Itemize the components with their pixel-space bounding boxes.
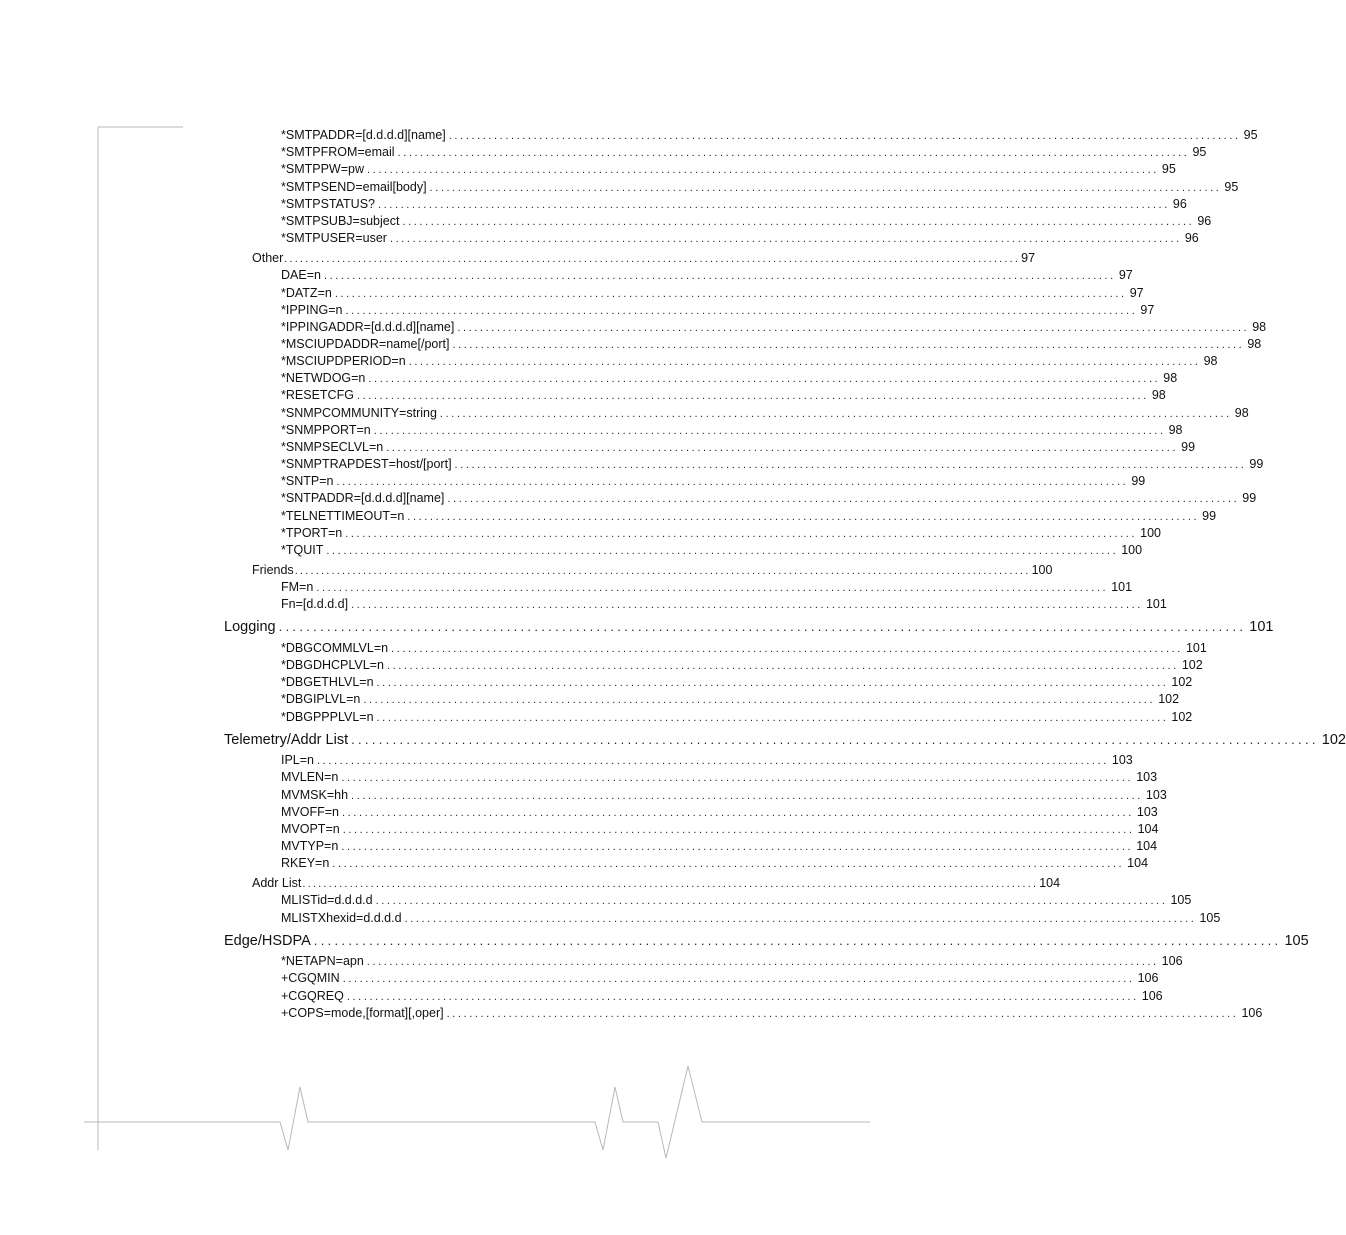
toc-entry[interactable] xyxy=(281,128,1258,145)
toc-entry-page-number: 106 xyxy=(1161,954,1183,968)
toc-dot-leader: ............................................................................................................................................ xyxy=(342,824,1135,836)
toc-subsection-entry[interactable] xyxy=(252,251,1036,268)
toc-entry[interactable] xyxy=(281,491,1257,508)
toc-dot-leader: ............................................................................................................................................ xyxy=(376,677,1169,689)
toc-entry[interactable] xyxy=(281,893,1192,910)
toc-entry-page-number: 105 xyxy=(1199,911,1221,925)
toc-entry[interactable] xyxy=(281,423,1183,440)
toc-dot-leader: ............................................................................................................................................ xyxy=(363,694,1156,706)
toc-entry[interactable] xyxy=(281,354,1218,371)
toc-dot-leader: ............................................................................................................................................ xyxy=(404,913,1197,925)
toc-dot-leader: ............................................................................................................................................ xyxy=(429,182,1222,194)
toc-dot-leader: ............................................................................................................................................ xyxy=(336,476,1129,488)
toc-entry-title: DAE=n xyxy=(281,268,321,282)
toc-entry-title: *NETAPN=apn xyxy=(281,954,364,968)
toc-entry[interactable] xyxy=(281,971,1159,988)
toc-dot-leader: ............................................................................................................................................ xyxy=(454,459,1247,471)
toc-section-entry[interactable] xyxy=(224,732,1346,752)
toc-entry-page-number: 99 xyxy=(1202,509,1217,523)
toc-dot-leader: ............................................................................................................................................ xyxy=(386,660,1179,672)
toc-entry[interactable] xyxy=(281,805,1158,822)
toc-entry[interactable] xyxy=(281,162,1176,179)
toc-entry-title: Telemetry/Addr List xyxy=(224,732,349,748)
toc-entry-title: *DBGPPPLVL=n xyxy=(281,710,374,724)
toc-dot-leader: ............................................................................................................................................ xyxy=(439,408,1232,420)
toc-entry-title: *IPPINGADDR=[d.d.d.d][name] xyxy=(281,320,455,334)
toc-entry-page-number: 98 xyxy=(1151,388,1166,402)
toc-dot-leader: ............................................................................................................................................ xyxy=(351,790,1143,802)
toc-entry-page-number: 97 xyxy=(1118,268,1133,282)
toc-entry[interactable] xyxy=(281,440,1196,457)
toc-entry[interactable] xyxy=(281,641,1207,658)
toc-entry-page-number: 104 xyxy=(1137,822,1159,836)
toc-entry-page-number: 96 xyxy=(1184,231,1199,245)
toc-entry-page-number: 99 xyxy=(1242,491,1257,505)
toc-entry-page-number: 106 xyxy=(1241,1006,1263,1020)
toc-entry[interactable] xyxy=(281,197,1187,214)
toc-entry-page-number: 100 xyxy=(1031,563,1053,577)
toc-entry-page-number: 104 xyxy=(1127,856,1149,870)
toc-entry-page-number: 100 xyxy=(1121,543,1143,557)
toc-entry-page-number: 98 xyxy=(1203,354,1218,368)
toc-entry-title: MVOPT=n xyxy=(281,822,340,836)
toc-entry-title: *SNMPTRAPDEST=host/[port] xyxy=(281,457,452,471)
toc-dot-leader: ............................................................................................................................................ xyxy=(345,528,1138,540)
toc-entry-title: Other xyxy=(252,251,284,265)
toc-entry-page-number: 102 xyxy=(1181,658,1203,672)
toc-entry-page-number: 95 xyxy=(1224,180,1239,194)
toc-entry-title: Addr List xyxy=(252,876,302,890)
toc-entry-title: *SNTPADDR=[d.d.d.d][name] xyxy=(281,491,445,505)
toc-dot-leader: ............................................................................................................................................ xyxy=(408,356,1201,368)
toc-dot-leader: ............................................................................................................................................ xyxy=(326,545,1119,557)
toc-dot-leader: ............................................................................................................................................ xyxy=(389,233,1182,245)
toc-entry-title: *DBGDHCPLVL=n xyxy=(281,658,384,672)
toc-dot-leader: ............................................................................................................................................ xyxy=(457,322,1250,334)
toc-entry[interactable] xyxy=(281,753,1133,770)
toc-entry-page-number: 98 xyxy=(1252,320,1267,334)
toc-dot-leader: ............................................................................................................................................ xyxy=(452,339,1245,351)
toc-entry-page-number: 96 xyxy=(1197,214,1212,228)
toc-entry-title: Friends xyxy=(252,563,294,577)
toc-dot-leader: ............................................................................................................................................ xyxy=(378,199,1170,211)
toc-entry-title: *MSCIUPDPERIOD=n xyxy=(281,354,406,368)
toc-entry-title: MVTYP=n xyxy=(281,839,339,853)
toc-entry-page-number: 102 xyxy=(1171,710,1193,724)
toc-entry-title: FM=n xyxy=(281,580,314,594)
toc-entry-title: MLISTXhexid=d.d.d.d xyxy=(281,911,402,925)
toc-entry-page-number: 102 xyxy=(1171,675,1193,689)
toc-section-entry[interactable] xyxy=(224,619,1274,639)
toc-dot-leader: ............................................................................................................................................ xyxy=(407,511,1200,523)
toc-entry-title: MVLEN=n xyxy=(281,770,339,784)
toc-entry[interactable] xyxy=(281,231,1199,248)
toc-entry-title: *IPPING=n xyxy=(281,303,343,317)
toc-dot-leader: ............................................................................................................................................ xyxy=(316,582,1109,594)
toc-subsection-entry[interactable] xyxy=(252,876,1061,893)
toc-entry[interactable] xyxy=(281,526,1161,543)
toc-entry-title: +COPS=mode,[format][,oper] xyxy=(281,1006,444,1020)
toc-entry[interactable] xyxy=(281,856,1149,873)
toc-entry-title: MLISTid=d.d.d.d xyxy=(281,893,373,907)
toc-entry-page-number: 96 xyxy=(1172,197,1187,211)
toc-dot-leader: ............................................................................................................................................ xyxy=(351,599,1143,611)
toc-dot-leader: ............................................................................................................................................ xyxy=(342,973,1135,985)
toc-entry-page-number: 101 xyxy=(1185,641,1207,655)
toc-entry-page-number: 102 xyxy=(1321,732,1346,748)
toc-entry[interactable] xyxy=(281,580,1133,597)
toc-entry-title: *SMTPFROM=email xyxy=(281,145,395,159)
toc-entry-title: *SNMPSECLVL=n xyxy=(281,440,384,454)
toc-entry[interactable] xyxy=(281,770,1158,787)
toc-dot-leader: ............................................................................................................................................ xyxy=(448,130,1241,142)
toc-entry[interactable] xyxy=(281,145,1207,162)
toc-dot-leader: ............................................................................................................................................ xyxy=(302,878,1039,890)
toc-dot-leader: ............................................................................................................................................ xyxy=(367,164,1159,176)
toc-entry-page-number: 103 xyxy=(1111,753,1133,767)
toc-entry-page-number: 95 xyxy=(1243,128,1258,142)
toc-entry-title: MVOFF=n xyxy=(281,805,339,819)
toc-entry-page-number: 106 xyxy=(1141,989,1163,1003)
toc-entry-page-number: 103 xyxy=(1136,770,1158,784)
toc-entry-title: *DBGCOMMLVL=n xyxy=(281,641,389,655)
toc-entry-page-number: 95 xyxy=(1192,145,1207,159)
toc-entry-title: *DBGETHLVL=n xyxy=(281,675,374,689)
toc-dot-leader: ............................................................................................................................................ xyxy=(332,858,1125,870)
toc-entry-title: *TPORT=n xyxy=(281,526,343,540)
toc-entry-page-number: 99 xyxy=(1181,440,1196,454)
toc-entry[interactable] xyxy=(281,822,1159,839)
toc-entry[interactable] xyxy=(281,954,1183,971)
toc-dot-leader: ............................................................................................................................................ xyxy=(447,493,1240,505)
toc-entry-page-number: 97 xyxy=(1021,251,1036,265)
toc-dot-leader: ............................................................................................................................................ xyxy=(345,305,1138,317)
toc-entry-title: *SMTPSEND=email[body] xyxy=(281,180,427,194)
toc-entry-title: *SMTPSUBJ=subject xyxy=(281,214,400,228)
toc-entry-title: MVMSK=hh xyxy=(281,788,349,802)
toc-entry[interactable] xyxy=(281,180,1239,197)
toc-entry[interactable] xyxy=(281,320,1267,337)
toc-entry-title: +CGQMIN xyxy=(281,971,340,985)
toc-entry-title: *TQUIT xyxy=(281,543,324,557)
toc-entry-page-number: 103 xyxy=(1136,805,1158,819)
toc-entry-title: *DATZ=n xyxy=(281,286,332,300)
toc-entry-title: Logging xyxy=(224,619,276,635)
toc-dot-leader: ............................................................................................................................................ xyxy=(284,253,1021,265)
toc-dot-leader: ............................................................................................................................................ xyxy=(402,216,1195,228)
toc-entry-page-number: 100 xyxy=(1140,526,1161,540)
toc-entry-title: *MSCIUPDADDR=name[/port] xyxy=(281,337,450,351)
toc-entry-title: *NETWDOG=n xyxy=(281,371,366,385)
toc-entry-page-number: 103 xyxy=(1145,788,1167,802)
toc-dot-leader: ............................................................................................................................................ xyxy=(334,288,1127,300)
toc-entry[interactable] xyxy=(281,692,1180,709)
toc-entry-title: *SNTP=n xyxy=(281,474,334,488)
toc-dot-leader: ............................................................................................................................................ xyxy=(397,147,1190,159)
toc-entry-title: *RESETCFG xyxy=(281,388,354,402)
toc-dot-leader: ............................................................................................................................................ xyxy=(391,643,1183,655)
toc-section-entry[interactable] xyxy=(224,933,1309,953)
toc-dot-leader: ............................................................................................................................................ xyxy=(346,991,1139,1003)
toc-entry-title: *DBGIPLVL=n xyxy=(281,692,361,706)
toc-entry[interactable] xyxy=(281,543,1143,560)
toc-dot-leader: ............................................................................................................................................ xyxy=(386,442,1179,454)
toc-entry[interactable] xyxy=(281,788,1167,805)
toc-entry-page-number: 102 xyxy=(1158,692,1180,706)
toc-entry[interactable] xyxy=(281,658,1203,675)
toc-entry-title: *SMTPUSER=user xyxy=(281,231,387,245)
toc-dot-leader: ............................................................................................................................................ xyxy=(342,807,1134,819)
toc-entry[interactable] xyxy=(281,303,1155,320)
toc-entry[interactable] xyxy=(281,406,1249,423)
toc-dot-leader: ............................................................................................................................................ xyxy=(368,373,1161,385)
toc-entry[interactable] xyxy=(281,1006,1263,1023)
toc-entry-page-number: 97 xyxy=(1129,286,1144,300)
toc-entry[interactable] xyxy=(281,388,1166,405)
toc-entry-title: *SMTPADDR=[d.d.d.d][name] xyxy=(281,128,446,142)
toc-entry-page-number: 105 xyxy=(1170,893,1192,907)
toc-dot-leader: ............................................................................................................................................ xyxy=(373,425,1166,437)
toc-subsection-entry[interactable] xyxy=(252,563,1053,580)
toc-entry-title: *SNMPCOMMUNITY=string xyxy=(281,406,437,420)
toc-entry-page-number: 101 xyxy=(1145,597,1167,611)
toc-entry[interactable] xyxy=(281,911,1221,928)
toc-entry[interactable] xyxy=(281,710,1193,727)
toc-entry-page-number: 101 xyxy=(1111,580,1133,594)
toc-entry-page-number: 99 xyxy=(1249,457,1264,471)
toc-entry-title: *SMTPPW=pw xyxy=(281,162,365,176)
toc-entry-page-number: 104 xyxy=(1136,839,1158,853)
toc-entry-page-number: 95 xyxy=(1161,162,1176,176)
toc-dot-leader: ............................................................................................................................................ xyxy=(278,619,1247,634)
toc-entry[interactable] xyxy=(281,457,1264,474)
toc-dot-leader: ............................................................................................................................................ xyxy=(375,895,1168,907)
toc-entry-title: RKEY=n xyxy=(281,856,330,870)
toc-entry[interactable] xyxy=(281,337,1262,354)
toc-entry[interactable] xyxy=(281,675,1193,692)
toc-entry[interactable] xyxy=(281,989,1163,1006)
toc-dot-leader: ............................................................................................................................................ xyxy=(351,732,1319,747)
toc-entry-title: *SMTPSTATUS? xyxy=(281,197,375,211)
toc-entry[interactable] xyxy=(281,839,1158,856)
toc-dot-leader: ............................................................................................................................................ xyxy=(323,270,1116,282)
toc-entry-page-number: 101 xyxy=(1249,619,1274,635)
toc-entry-page-number: 98 xyxy=(1163,371,1178,385)
toc-entry[interactable] xyxy=(281,214,1212,231)
toc-entry-page-number: 98 xyxy=(1168,423,1183,437)
toc-dot-leader: ............................................................................................................................................ xyxy=(294,565,1031,577)
toc-entry-title: Edge/HSDPA xyxy=(224,933,311,949)
toc-entry[interactable] xyxy=(281,286,1144,303)
toc-entry[interactable] xyxy=(281,509,1217,526)
toc-entry-title: *SNMPPORT=n xyxy=(281,423,371,437)
toc-entry[interactable] xyxy=(281,474,1146,491)
toc-dot-leader: ............................................................................................................................................ xyxy=(341,772,1134,784)
toc-dot-leader: ............................................................................................................................................ xyxy=(376,712,1169,724)
toc-entry-title: +CGQREQ xyxy=(281,989,344,1003)
toc-entry-page-number: 99 xyxy=(1131,474,1146,488)
toc-dot-leader: ............................................................................................................................................ xyxy=(366,956,1159,968)
toc-entry-page-number: 97 xyxy=(1140,303,1155,317)
toc-entry-page-number: 105 xyxy=(1284,933,1309,949)
toc-entry-title: Fn=[d.d.d.d] xyxy=(281,597,349,611)
toc-entry-title: IPL=n xyxy=(281,753,315,767)
toc-dot-leader: ............................................................................................................................................ xyxy=(446,1008,1239,1020)
toc-dot-leader: ............................................................................................................................................ xyxy=(356,390,1149,402)
toc-entry-page-number: 106 xyxy=(1137,971,1159,985)
toc-entry-page-number: 98 xyxy=(1234,406,1249,420)
toc-dot-leader: ............................................................................................................................................ xyxy=(341,841,1134,853)
toc-entry-title: *TELNETTIMEOUT=n xyxy=(281,509,405,523)
toc-entry[interactable] xyxy=(281,371,1178,388)
toc-entry-page-number: 104 xyxy=(1039,876,1061,890)
toc-entry[interactable] xyxy=(281,268,1133,285)
toc-dot-leader: ............................................................................................................................................ xyxy=(317,755,1109,767)
toc-dot-leader: ............................................................................................................................................ xyxy=(313,933,1282,948)
toc-entry-page-number: 98 xyxy=(1247,337,1262,351)
signal-wave-line xyxy=(84,1066,870,1158)
toc-entry[interactable] xyxy=(281,597,1167,614)
